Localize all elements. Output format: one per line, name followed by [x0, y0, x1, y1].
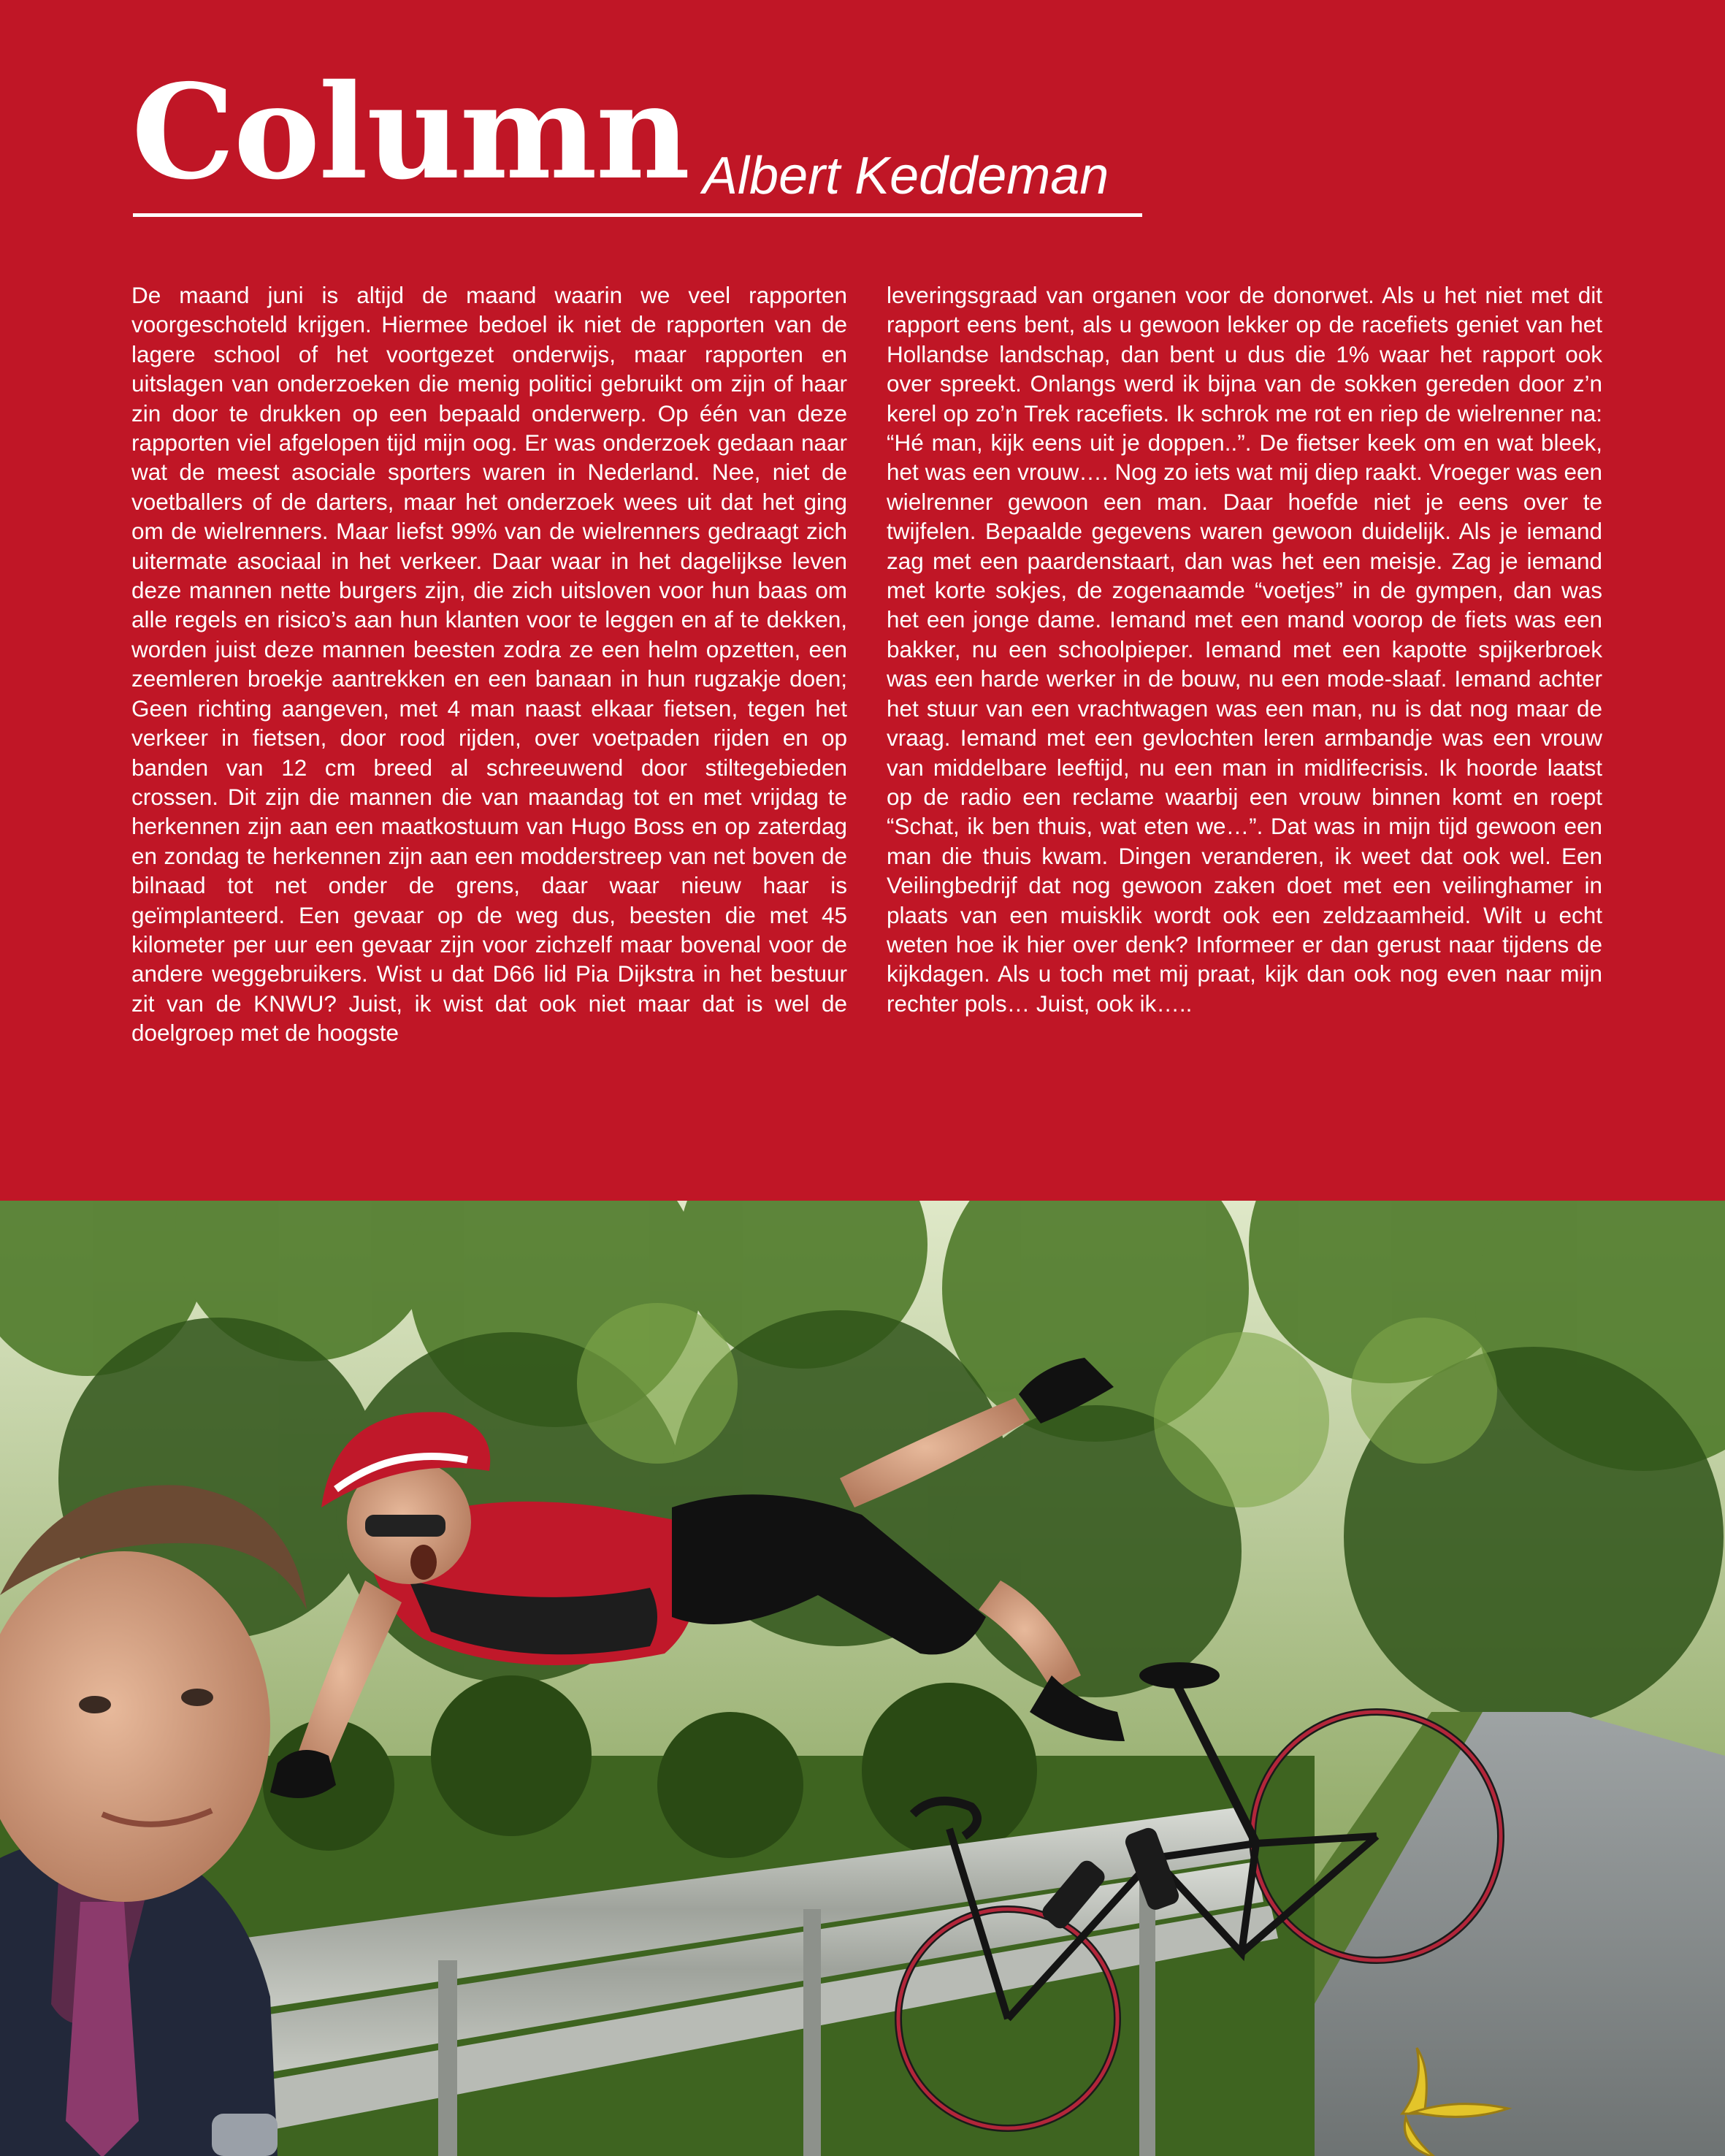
- author-name: Albert Keddeman: [703, 147, 1109, 205]
- cyclist-crash-photo: [0, 1201, 1725, 2156]
- article-column-right: leveringsgraad van organen voor de donorwet. Als u het niet met dit rapport eens bent, als u gewoon lekker op de racefiets geniet van het Hollandse landschap, dan bent u dus die 1% waar het rapport ook over spreekt. Onlangs werd ik bijna van de sokken gereden door z’n kerel op zo’n Trek racefiets. Ik schrok me rot en riep de wielrenner na: “Hé man, kijk eens uit je doppen..”. De fietser keek om en wat bleek, het was een vrouw…. Nog zo iets wat mij diep raakt. Vroeger was een wielrenner gewoon een man. Daar hoefde niet je eens over te twijfelen. Bepaalde gegevens waren gewoon duidelijk. Als je iemand zag met een paardenstaart, dan was het een meisje. Zag je iemand met korte sokjes, de zogenaamde “voetjes” in de gympen, dan was het een jonge dame. Iemand met een mand voorop de fiets was een bakker, nu een schoolpieper. Iemand met een kapotte spijkerbroek was een harde werker in de bouw, nu een mode-slaaf. Iemand achter het stuur van een vrachtwagen was een man, nu is dat nog maar de vraag. Iemand met een gevlochten leren armbandje was een vrouw van middelbare leeftijd, nu een man in midlifecrisis. Ik hoorde laatst op de radio een reclame waarbij een vrouw binnen komt en roept “Schat, ik ben thuis, wat eten we…”. Dat was in mijn tijd gewoon een man die thuis kwam. Dingen veranderen, ik weet dat ook wel. Een Veilingbedrijf dat nog gewoon zaken doet met een veilinghamer in plaats van een muisklik wordt ook een zeldzaamheid. Wilt u echt weten hoe ik hier over denk? Informeer er dan gerust naar tijdens de kijkdagen. Als u toch met mij praat, kijk dan ook nog even naar mijn rechter pols… Juist, ook ik…..: [887, 282, 1602, 1017]
- column-title: Column: [131, 56, 689, 208]
- article-column-left: De maand juni is altijd de maand waarin we veel rapporten voorgeschoteld krijgen. Hiermee bedoel ik niet de rapporten van de lagere school of het voortgezet onderwijs, maar rapporten en uitslagen van onderzoeken die menig politici gebruikt om zijn of haar zin door te drukken op een bepaald onderwerp. Op één van deze rapporten viel afgelopen tijd mijn oog. Er was onderzoek gedaan naar wat de meest asociale sporters waren in Nederland. Nee, niet de voetballers of de darters, maar het onderzoek wees uit dat het ging om de wielrenners. Maar liefst 99% van de wielrenners gedraagt zich uitermate asociaal in het verkeer. Daar waar in het dagelijkse leven deze mannen nette burgers zijn, die zich uitsloven voor hun baas om alle regels en risico’s aan hun klanten voor te leggen en af te dekken, worden juist deze mannen beesten zodra ze een helm opzetten, een zeemleren broekje aantrekken en een banaan in hun rugzakje doen; Geen richting aangeven, met 4 man naast elkaar fietsen, tegen het verkeer in fietsen, door rood rijden, over voetpaden rijden en op banden van 12 cm breed al schreeuwend door stiltegebieden crossen. Dit zijn die mannen die van maandag tot en met vrijdag te herkennen zijn aan een maatkostuum van Hugo Boss en op zaterdag en zondag te herkennen zijn aan een modderstreep van net boven de bilnaad tot net onder de grens, daar waar nieuw haar is geïmplanteerd. Een gevaar op de weg dus, beesten die met 45 kilometer per uur een gevaar zijn voor zichzelf maar bovenal voor de andere weggebruikers. Wist u dat D66 lid Pia Dijkstra in het bestuur zit van de KNWU? Juist, ik wist dat ook niet maar dat is wel de doelgroep met de hoogste: [131, 282, 847, 1047]
- title-underline: [133, 213, 1142, 217]
